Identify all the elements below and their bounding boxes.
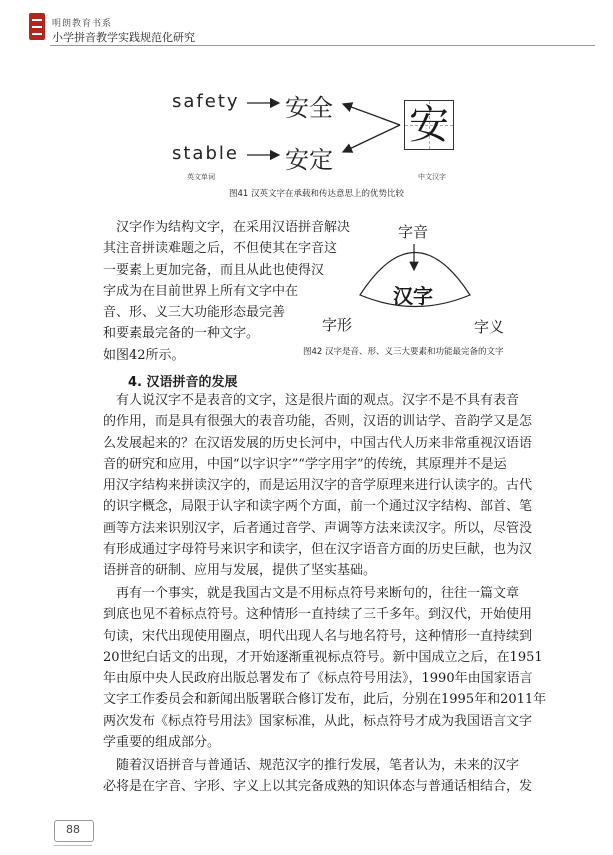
intro-line: 字成为在目前世界上所有文字中在	[103, 283, 299, 299]
para-line: 文字工作委员会和新闻出版署联合修订发布，此后，分别在1995年和2011年	[103, 692, 547, 708]
para-line: 句读，宋代出现使用圈点，明代出现人名与地名符号，这种情形一直持续到	[103, 628, 533, 644]
paragraph-2	[103, 583, 559, 753]
word-safety: safety	[172, 91, 240, 112]
para-line: 年由原中央人民政府出版总署发布了《标点符号用法》，1990年由国家语言	[103, 671, 533, 687]
label-english-words: 英文单词	[187, 173, 215, 181]
para-line: 随着汉语拼音与普通话、规范汉字的推行发展，笔者认为，未来的汉字	[116, 758, 520, 773]
word-stable: stable	[172, 143, 239, 164]
para-line: 学重要的组成部分。	[103, 735, 221, 751]
series-name: 明朗教育书系	[52, 19, 113, 29]
figure42-left-label: 字形	[322, 316, 353, 334]
paragraph-3	[103, 755, 559, 798]
book-title: 小学拼音教学实践规范化研究	[52, 31, 195, 44]
figure42-center-label: 汉字	[393, 284, 433, 308]
arrow-an-to-anding	[343, 125, 400, 152]
para-line: 必将是在字音、字形、字义上以其完备成熟的知识体态与普通话相结合，发	[103, 779, 533, 795]
intro-line: 其注音拼读难题之后，不但使其在字音这	[103, 241, 338, 257]
para-line: 有人说汉字不是表音的文字，这是很片面的观点。汉字不是不具有表音	[116, 393, 520, 408]
word-anquan: 安全	[285, 94, 333, 122]
figure42-caption: 图42 汉字是音、形、义三大要素和功能最完备的文字	[303, 347, 504, 357]
word-anding: 安定	[285, 146, 333, 174]
para-line: 音的研究和应用，中国“以字识字”“学字用字”的传统，其原理并不是运	[103, 456, 507, 472]
para-line: 么发展起来的？在汉语发展的历史长河中，中国古代人历来非常重视汉语语	[103, 435, 533, 451]
para-line: 20世纪白话文的出现，才开始逐渐重视标点符号。新中国成立之后，在1951	[103, 649, 543, 665]
para-line: 再有一个事实，就是我国古文是不用标点符号来断句的，往往一篇文章	[116, 586, 520, 601]
figure42-right-label: 字义	[474, 318, 505, 336]
intro-line: 和要素最完备的一种文字。	[103, 326, 260, 342]
para-line: 两次发布《标点符号用法》国家标准，从此，标点符号才成为我国语言文字	[103, 713, 533, 729]
intro-line: 汉字作为结构文字，在采用汉语拼音解决	[116, 220, 351, 235]
section-heading: 4. 汉语拼音的发展	[128, 375, 238, 390]
para-line: 画等方法来识别汉字，后者通过音学、声调等方法来读汉字。所以，尽管没	[103, 520, 533, 536]
footer-rule	[54, 845, 92, 846]
label-chinese-characters: 中文汉字	[418, 173, 446, 181]
page-number: 88	[66, 823, 80, 836]
figure42-top-label: 字音	[398, 223, 429, 241]
character-an: 安	[409, 102, 449, 148]
para-line: 的作用，而是具有很强大的表音功能，否则，汉语的训诂学、音韵学又是怎	[103, 414, 533, 430]
arrow-an-to-anquan	[343, 104, 400, 125]
para-line: 有形成通过字母符号来识字和读字，但在汉字语音方面的历史巨献，也为汉	[103, 542, 533, 558]
para-line: 语拼音的研制、应用与发展，提供了坚实基础。	[103, 563, 377, 579]
figure41-arrows	[0, 0, 613, 200]
para-line: 到底也见不着标点符号。这种情形一直持续了三千多年。到汉代，开始使用	[103, 607, 533, 623]
intro-line: 如图42所示。	[103, 347, 185, 363]
intro-line: 一要素上更加完备，而且从此也使得汉	[103, 262, 325, 278]
paragraph-1	[103, 390, 559, 582]
figure42-triangle	[0, 200, 613, 350]
figure41-caption: 图41 汉英文字在承载和传达意思上的优势比较	[229, 189, 405, 199]
intro-line: 音、形、义三大功能形态最完善	[103, 305, 286, 321]
para-line: 用汉字结构来拼读汉字的，而是运用汉字的音学原理来进行认读字的。古代	[103, 478, 533, 494]
para-line: 的识字概念，局限于认字和读字两个方面，前一个通过汉字结构、部首、笔	[103, 499, 533, 515]
